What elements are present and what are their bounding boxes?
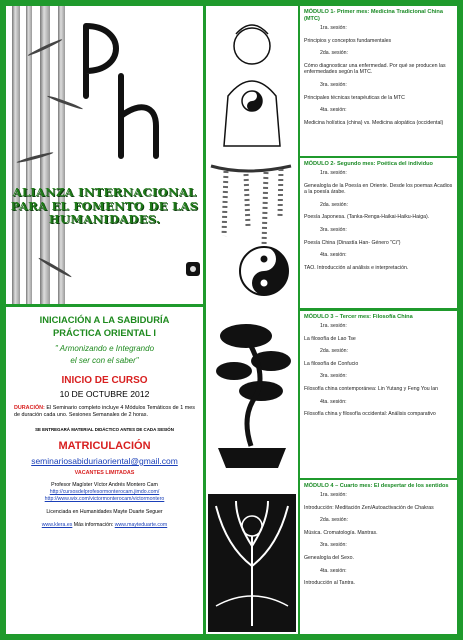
module-4-panel [300,480,457,634]
session-topic: La filosofía de Confucio [304,360,359,367]
module-title: MÓDULO 1- Primer mes: Medicina Tradicional China (MTC) [304,9,443,22]
module-title: MÓDULO 3 – Tercer mes: Filosofía China [304,314,413,320]
session-topic: Introducción: Meditación Zen/Autoactivación de Chakras [304,504,434,511]
course-ad-panel [6,307,203,634]
start-date: 10 DE OCTUBRE 2012 [59,389,150,399]
alliance-line: ALIANZA INTERNACIONAL [12,185,197,199]
module-1-panel [300,6,457,156]
session-topic: Filosofía china contemporánea: Lin Yutang y Feng You lan [304,385,439,392]
licenciada-name: Licenciada en Humanidades Mayte Duarte Seguer [46,509,163,515]
illustrations [206,6,298,634]
course-title-line: INICIACIÓN A LA SABIDURÍA [39,314,170,325]
start-label: INICIO DE CURSO [61,375,148,386]
session-topic: Poesía China (Dinastía Han- Género "Ci") [304,239,401,246]
session-label: 2da. sesión: [320,201,348,208]
course-title [6,313,203,339]
quote-line: " Armonizando e Integrando [54,344,155,353]
woodcut-tree-icon [208,494,296,632]
logo-panel [6,6,203,304]
session-topic: Genealogía de la Poesía en Oriente. Desde los poemas Acadios a la poesía árabe. [304,182,453,196]
session-label: 4ta. sesión: [320,398,347,405]
footer-more-info: Más información: [73,522,114,528]
material-note: SE ENTREGARÁ MATERIAL DIDÁCTICO ANTES DE CADA SESIÓN [35,427,174,432]
session-topic: Principales técnicas terapéuticas de la MTC [304,94,405,101]
session-label: 3ra. sesión: [320,373,347,380]
session-label: 3ra. sesión: [320,226,347,233]
session-label: 1ra. sesión: [320,25,347,31]
footer-link-klera[interactable]: www.klera.es [41,522,73,528]
bamboo-stalk [12,6,20,304]
badge-icon [186,262,200,276]
session-topic: Filosofía china y filosofía occidental: Análisis comparativo [304,411,436,418]
module-title: MÓDULO 2- Segundo mes: Poética del individuo [304,161,433,167]
illustrations-column [206,6,298,634]
session-topic: TAO. Introducción al análisis e interpretación. [304,264,409,271]
module-3-panel [300,311,457,478]
session-topic: Medicina holística (china) vs. Medicina alopática (occidental) [304,119,444,126]
ph-logo-icon [46,16,186,166]
session-label: 1ra. sesión: [320,170,347,176]
session-topic: Cómo diagnosticar una enfermedad. Por qué se producen las enfermedades según la MTC. [304,62,446,76]
session-topic: La filosofía de Lao Tse [304,335,356,342]
duration-description: El Seminario completo incluye 4 Módulos Temáticos de 1 mes de duración cada uno. Sesiones Semanales de 2 horas. [14,405,195,418]
duration-label: DURACIÓN: [14,405,45,411]
session-topic: Poesía Japonesa. (Tanka-Renga-Haikai-Haiku-Haiga). [304,214,430,221]
session-label: 1ra. sesión: [320,492,347,498]
session-topic: Genealogía del Sexo. [304,554,354,561]
session-label: 1ra. sesión: [320,323,347,329]
alliance-line: HUMANIDADES. [48,212,161,226]
bamboo-stalk [26,6,32,304]
session-label: 3ra. sesión: [320,542,347,549]
module-2-panel [300,158,457,308]
sage-illustration-icon [224,25,280,146]
session-topic: Principios y conceptos fundamentales [304,37,392,44]
professor-link-1[interactable]: http://cursosdelprofesormonterocam.jimdo.com/ [49,489,160,495]
footer-links [6,522,203,528]
vacancies-label: VACANTES LIMITADAS [74,470,135,476]
session-label: 4ta. sesión: [320,107,347,114]
email-link[interactable]: seminariosabiduriaoriental@gmail.com [31,456,178,466]
alliance-line: PARA EL FOMENTO DE LAS [10,198,199,213]
wisteria-yinyang-icon [211,166,291,295]
footer-link-mayte[interactable]: www.mayteduarte.com [114,522,168,528]
course-quote [6,343,203,367]
session-label: 4ta. sesión: [320,567,347,574]
duration-text [6,405,203,419]
module-title: MÓDULO 4 – Cuarto mes: El despertar de los sentidos [304,483,449,489]
session-topic: Música. Cromatología. Mantras. [304,529,378,536]
professor-link-2[interactable]: http://www.wix.com/victormonterocam/victormontero [44,496,165,502]
session-label: 2da. sesión: [320,517,348,524]
professor-name: Profesor Magíster Víctor Andrés Montero Cam [51,482,158,488]
session-label: 2da. sesión: [320,50,348,57]
alliance-title [10,186,199,227]
matriculation-heading: MATRICULACIÓN [58,440,151,452]
session-label: 3ra. sesión: [320,81,347,88]
session-topic: Introducción al Tantra. [304,580,355,587]
course-title-line: PRÁCTICA ORIENTAL I [53,327,156,338]
quote-line: el ser con el saber" [70,356,139,365]
session-label: 2da. sesión: [320,348,348,355]
session-label: 4ta. sesión: [320,252,347,259]
bonsai-illustration-icon [216,324,291,468]
